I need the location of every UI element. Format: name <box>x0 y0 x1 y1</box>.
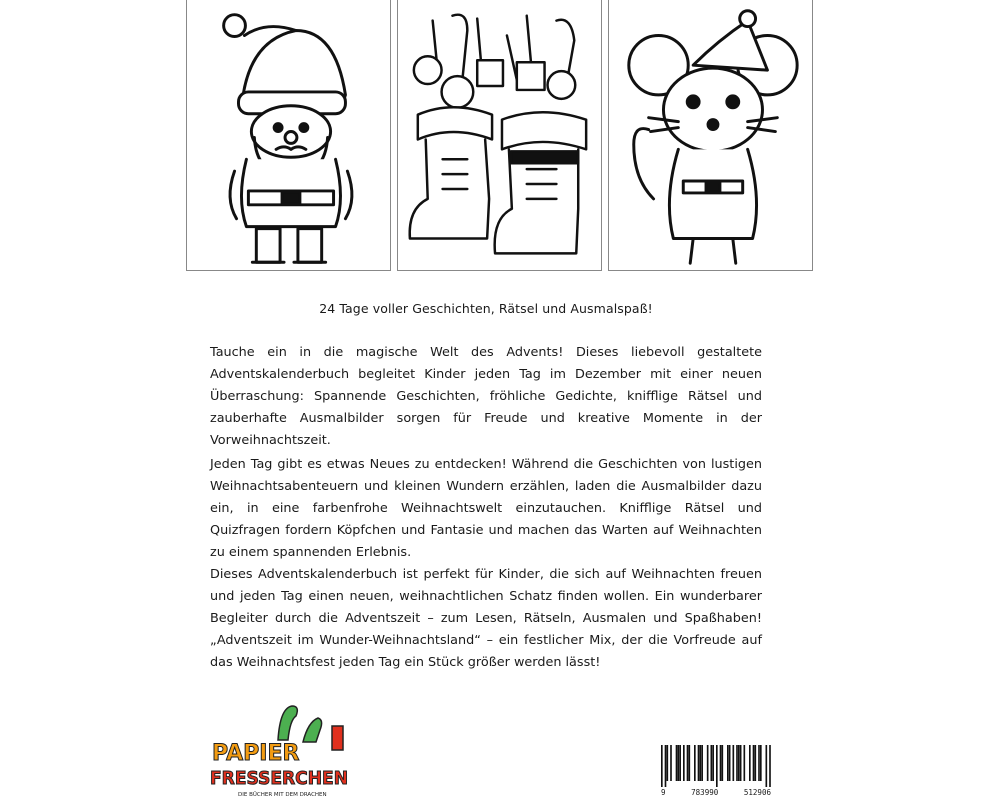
illustration-christmas-mouse <box>608 0 813 271</box>
tagline: 24 Tage voller Geschichten, Rätsel und Ausmalspaß! <box>319 301 653 316</box>
barcode-digit-prefix: 9 <box>661 788 666 797</box>
publisher-logo <box>208 700 350 800</box>
logo-line-2: FRESSERCHEN <box>210 768 348 789</box>
description-paragraph-3: Dieses Adventskalenderbuch ist perfekt für Kinder, die sich auf Weihnachten freuen und jeden Tag einen neuen, weihnachtlichen Schatz finden wollen. Ein wunderbarer Begleiter durch die Adventszeit – zum Lesen, Rätseln, Ausmalen und Spaßhaben! „Adventszeit im Wunder-Weihnachtsland“ – ein festlicher Mix, der die Vorfreude auf das Weihnachtsfest jeden Tag ein Stück größer werden lässt! <box>210 567 762 670</box>
santa-gnome-icon <box>187 0 390 270</box>
isbn-barcode <box>661 745 771 797</box>
illustration-santa-gnome <box>186 0 391 271</box>
barcode-digit-group-2: 512906 <box>743 788 771 797</box>
barcode-digit-group-1: 783990 <box>691 788 719 797</box>
barcode-digits <box>661 788 771 797</box>
description-paragraph-2: Jeden Tag gibt es etwas Neues zu entdecken! Während die Geschichten von lustigen Weihnachtsabenteuern und kleinen Wundern erzählen, laden die Ausmalbilder dazu ein, in eine farbenfrohe Weihnachtswelt einzutauchen. Knifflige Rätsel und Quizfragen fordern Köpfchen und Fantasie und machen das Warten auf Weihnachten zu einem spannenden Erlebnis. <box>210 457 762 560</box>
description-paragraph-1: Tauche ein in die magische Welt des Advents! Dieses liebevoll gestaltete Adventskalenderbuch begleitet Kinder jeden Tag im Dezember mit einer neuen Überraschung: Spannende Geschichten, fröhliche Gedichte, knifflige Rätsel und zauberhafte Ausmalbilder sorgen für Freude und kreative Momente in der Vorweihnachtszeit. <box>210 345 762 448</box>
christmas-mouse-icon <box>609 0 812 270</box>
logo-tagline: DIE BÜCHER MIT DEM DRACHEN <box>238 792 327 798</box>
illustration-christmas-boots <box>397 0 602 271</box>
christmas-boots-icon <box>398 0 601 270</box>
logo-line-1: PAPIER <box>212 741 300 766</box>
barcode-bars-icon <box>661 745 771 787</box>
dragon-logo-icon <box>208 700 350 800</box>
